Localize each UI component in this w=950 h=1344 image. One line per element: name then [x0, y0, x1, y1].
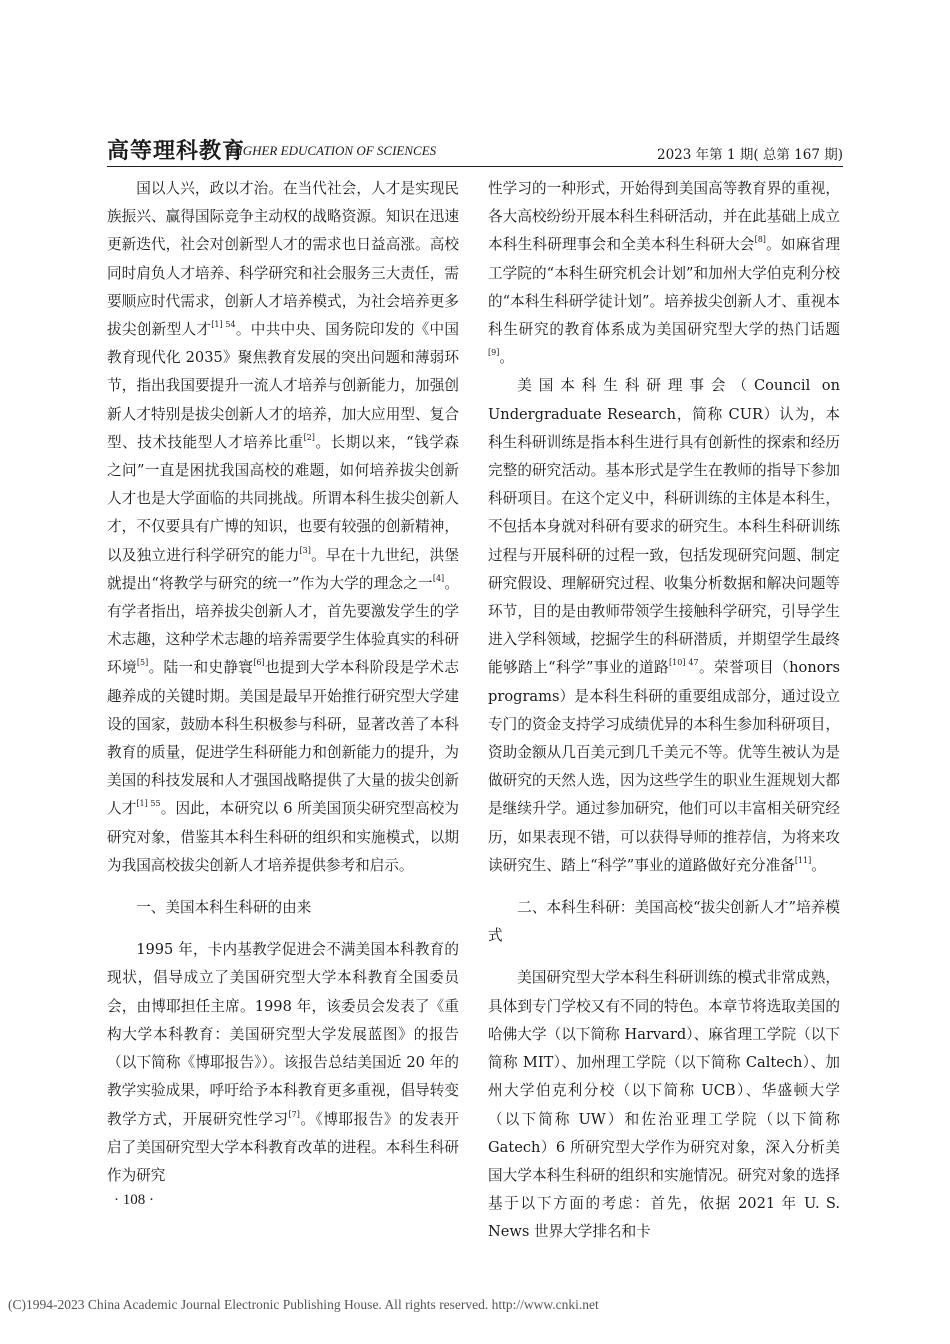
- citation[interactable]: [11]: [794, 855, 812, 865]
- section-heading-2: 二、本科生科研：美国高校“拔尖创新人才”培养模式: [488, 899, 840, 945]
- paragraph: 美国本科生科研理事会（Council on Undergraduate Research，简称 CUR）认为，本科生科研训练是指本科生进行具有创新性的探索和经历完整的研究活动。基本形式是学生在教师的指导下参加科研项目。在这个定义中，科研训练的主体是本科生，不包括本身就对科研有要求的研究生。本科生科研训练过程与开展科研的过程一致，包括发现研究问题、制定研究假设、理解研究过程、收集分析数据和解决问题等环节，目的是由教师带领学生接触科学研究，引导学生进入学科领域，挖掘学生的科研潜质，并期望学生最终能够踏上“科学”事业的道路$^{[10] 47}$。荣誉项目（honors programs）是本科生科研的重要组成部分，通过设立专门的资金支持学习成绩优异的本科生参加科研项目，资助金额从几百美元到几千美元不等。优等生被认为是做研究的天然人选，因为这些学生的职业生涯规划大都是继续升学。通过参加研究，他们可以丰富相关研究经历，如果表现不错，可以获得导师的推荐信，为将来攻读研究生、踏上“科学”事业的道路做好充分准备[11]。: [488, 377, 840, 874]
- copyright-notice: (C)1994-2023 China Academic Journal Electronic Publishing House. All rights reserved. http://www.cnki.net: [8, 1297, 599, 1312]
- citation[interactable]: [9]: [488, 348, 500, 358]
- citation[interactable]: [5]: [136, 658, 149, 668]
- journal-header: [107, 136, 843, 167]
- citation[interactable]: [4]: [432, 573, 445, 583]
- citation[interactable]: [2]: [303, 432, 315, 442]
- left-column: [107, 175, 459, 1190]
- section-heading-1: 一、美国本科生科研的由来: [136, 899, 312, 917]
- paragraph: 性学习的一种形式，开始得到美国高等教育界的重视，各大高校纷纷开展本科生科研活动，并在此基础上成立本科生科研理事会和全美本科生科研大会[8]。如麻省理工学院的“本科生研究机会计划”和加州大学伯克利分校的“本科生科研学徒计划”。培养拔尖创新人才、重视本科生研究的教育体系成为美国研究型大学的热门话题[9]。: [488, 180, 840, 367]
- citation[interactable]: [7]: [288, 1109, 300, 1119]
- citation[interactable]: [1] 55: [136, 799, 161, 809]
- right-column: [488, 175, 840, 1247]
- issue-info: 2023 年第 1 期( 总第 167 期): [657, 147, 843, 163]
- citation[interactable]: [6]: [253, 658, 265, 668]
- citation[interactable]: [3]: [299, 545, 311, 555]
- citation[interactable]: [1] 54: [211, 320, 236, 330]
- journal-title-cn: 高等理科教育: [107, 138, 246, 164]
- journal-title-en: HIGHER EDUCATION OF SCIENCES: [229, 143, 437, 158]
- citation[interactable]: [10] 47: [669, 658, 699, 668]
- page-number: · 108 ·: [114, 1192, 154, 1208]
- citation[interactable]: [8]: [754, 235, 766, 245]
- paragraph: 1995 年，卡内基教学促进会不满美国本科教育的现状，倡导成立了美国研究型大学本科教育全国委员会，由博耶担任主席。1998 年，该委员会发表了《重构大学本科教育：美国研究型大学发展蓝图》的报告（以下简称《博耶报告》）。该报告总结美国近 20 年的教学实验成果，呼吁给予本科教育更多重视，倡导转变教学方式，开展研究性学习[7]。《博耶报告》的发表开启了美国研究型大学本科教育改革的进程。本科生科研作为研究: [107, 941, 459, 1184]
- paragraph: 国以人兴，政以才治。在当代社会，人才是实现民族振兴、赢得国际竞争主动权的战略资源。知识在迅速更新迭代，社会对创新型人才的需求也日益高涨。高校同时肩负人才培养、科学研究和社会服务三大责任，需要顺应时代需求，创新人才培养模式，为社会培养更多拔尖创新型人才$^{[1] 54}$。中共中央、国务院印发的《中国教育现代化 2035》聚焦教育发展的突出问题和薄弱环节，指出我国要提升一流人才培养与创新能力，加强创新人才特别是拔尖创新人才的培养，加大应用型、复合型、技术技能型人才培养比重[2]。长期以来，“钱学森之问”一直是困扰我国高校的难题，如何培养拔尖创新人才也是大学面临的共同挑战。所谓本科生拔尖创新人才，不仅要具有广博的知识，也要有较强的创新精神，以及独立进行科学研究的能力[3]。早在十九世纪，洪堡就提出“将教学与研究的统一”作为大学的理念之一[4]。有学者指出，培养拔尖创新人才，首先要激发学生的学术志趣，这种学术志趣的培养需要学生体验真实的科研环境[5]。陆一和史静寰[6]也提到大学本科阶段是学术志趣养成的关键时期。美国是最早开始推行研究型大学建设的国家，鼓励本科生积极参与科研，显著改善了本科教育的质量，促进学生科研能力和创新能力的提升，为美国的科技发展和人才强国战略提供了大量的拔尖创新人才$^{[1] 55}$。因此，本研究以 6 所美国顶尖研究型高校为研究对象，借鉴其本科生科研的组织和实施模式，以期为我国高校拔尖创新人才培养提供参考和启示。: [107, 180, 459, 874]
- paragraph: 美国研究型大学本科生科研训练的模式非常成熟，具体到专门学校又有不同的特色。本章节将选取美国的哈佛大学（以下简称 Harvard）、麻省理工学院（以下简称 MIT）、加州理工学院（以下简称 Caltech）、加州大学伯克利分校（以下简称 UCB）、华盛顿大学（以下简称 UW）和佐治亚理工学院（以下简称 Gatech）6 所研究型大学作为研究对象，深入分析美国大学本科生科研的组织和实施情况。研究对象的选择基于以下方面的考虑：首先，依据 2021 年 U. S. News 世界大学排名和卡: [488, 969, 840, 1241]
